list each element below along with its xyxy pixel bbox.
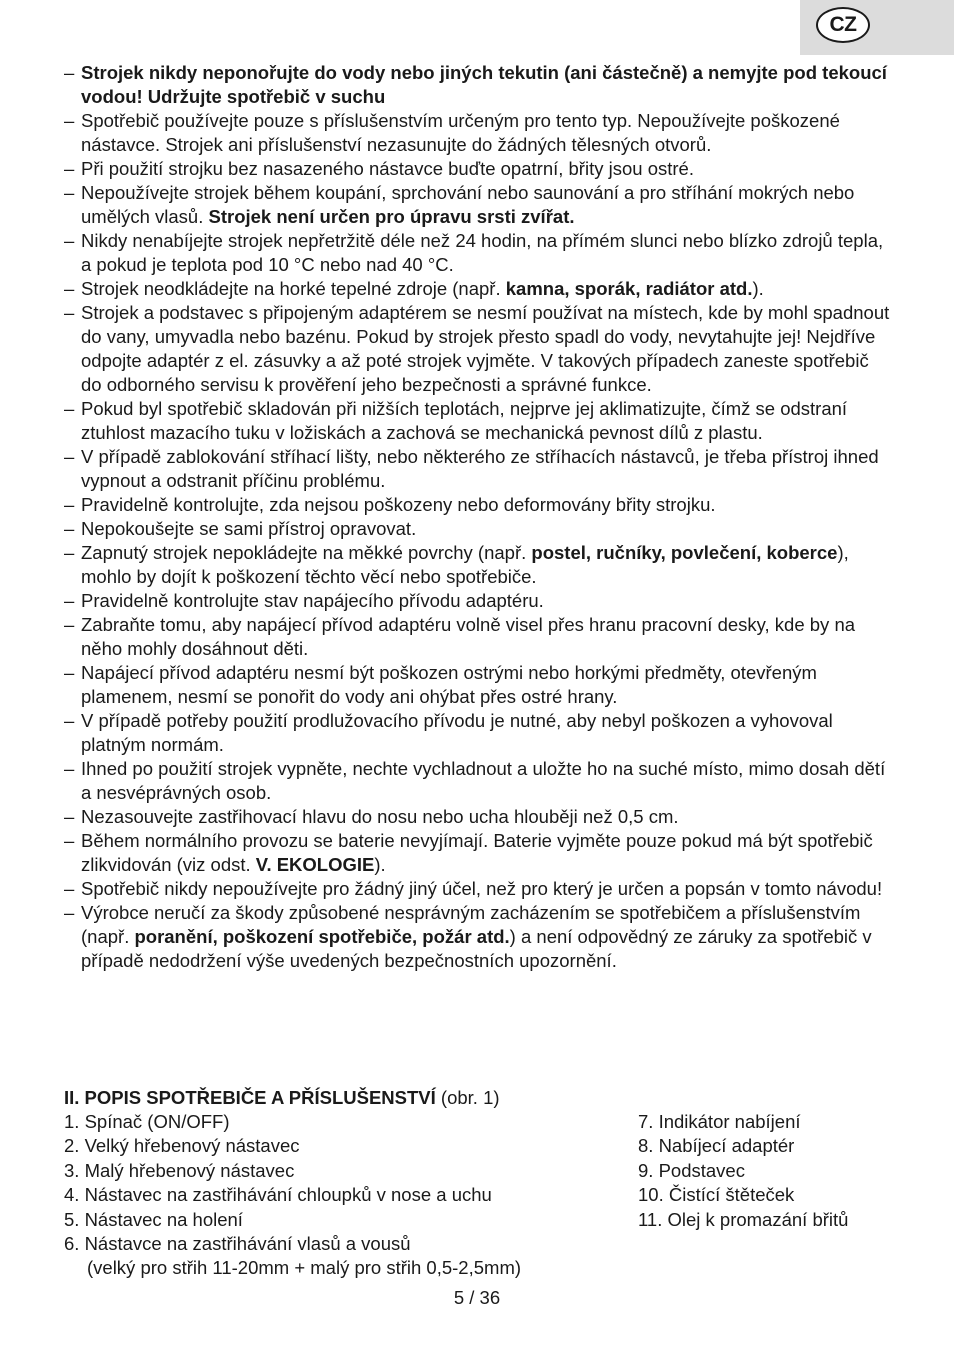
- warning-text: ), mohlo by dojít k poškození těchto věcí nebo spotřebiče.: [81, 542, 849, 587]
- safety-warning-item: [64, 493, 894, 517]
- parts-list-item: 10. Čistící štěteček: [638, 1184, 795, 1206]
- warning-text: Nepoužívejte strojek během koupání, sprchování nebo saunování a pro stříhání mokrých nebo umělých vlasů.: [81, 182, 855, 227]
- warning-text-bold: kamna, sporák, radiátor atd.: [505, 278, 753, 299]
- warning-text: Pokud byl spotřebič skladován při nižších teplotách, nejprve jej aklimatizujte, čímž se odstraní ztuhlost mazacího tuku v ložiskách a zachová se mechanická pevnost dílů z plastu.: [81, 398, 848, 443]
- warning-text: Pravidelně kontrolujte, zda nejsou poškozeny nebo deformovány břity strojku.: [81, 494, 716, 515]
- safety-warning-item: [64, 445, 894, 493]
- parts-list-item: 2. Velký hřebenový nástavec: [64, 1135, 300, 1157]
- safety-warning-item: [64, 661, 894, 709]
- warning-text: ) a není odpovědný ze záruky za spotřebič v případě nedodržení výše uvedených bezpečnostních upozornění.: [81, 926, 872, 971]
- safety-warning-item: [64, 61, 894, 109]
- section-figure-ref: (obr. 1): [435, 1087, 500, 1108]
- warning-text-bold: Strojek není určen pro úpravu srsti zvířat.: [208, 206, 575, 227]
- parts-list-item: 7. Indikátor nabíjení: [638, 1111, 801, 1132]
- warning-text: Napájecí přívod adaptéru nesmí být poškozen ostrými nebo horkými předměty, otevřeným plamenem, nesmí se ponořit do vody ani ohýbat přes ostré hrany.: [81, 662, 817, 707]
- parts-list-item: 1. Spínač (ON/OFF): [64, 1111, 230, 1132]
- warning-text: V případě zablokování stříhací lišty, nebo některého ze stříhacích nástavců, je třeba přístroj ihned vypnout a odstranit příčinu problému.: [81, 446, 879, 491]
- parts-columns: [64, 1110, 894, 1281]
- safety-warning-item: [64, 109, 894, 157]
- safety-warning-item: [64, 829, 894, 877]
- parts-list-item: 3. Malý hřebenový nástavec: [64, 1159, 295, 1181]
- safety-warning-item: [64, 613, 894, 661]
- warning-text: Spotřebič nikdy nepoužívejte pro žádný jiný účel, než pro který je určen a popsán v tomto návodu!: [81, 878, 883, 899]
- section-heading: II. POPIS SPOTŘEBIČE A PŘÍSLUŠENSTVÍ: [64, 1087, 436, 1108]
- safety-warning-item: [64, 805, 894, 829]
- parts-section: [64, 1086, 894, 1281]
- warning-text: Během normálního provozu se baterie nevyjímají. Baterie vyjměte pouze pokud má být spotřebič zlikvidován (viz odst.: [81, 830, 873, 875]
- safety-warning-item: [64, 517, 894, 541]
- safety-warning-item: [64, 709, 894, 757]
- safety-warning-item: [64, 181, 894, 229]
- warning-text: Při použití strojku bez nasazeného nástavce buďte opatrní, břity jsou ostré.: [81, 158, 694, 179]
- language-badge: CZ: [816, 7, 870, 43]
- warning-text: Ihned po použití strojek vypněte, nechte vychladnout a uložte ho na suché místo, mimo dosah dětí a nesvéprávných osob.: [81, 758, 886, 803]
- safety-warning-item: [64, 157, 894, 181]
- warning-text: Výrobce neručí za škody způsobené nesprávným zacházením se spotřebičem a příslušenstvím (např.: [81, 902, 861, 947]
- safety-warning-item: [64, 901, 894, 973]
- safety-warning-item: [64, 589, 894, 613]
- warning-text-bold: postel, ručníky, povlečení, koberce: [531, 542, 838, 563]
- safety-warning-item: [64, 541, 894, 589]
- warning-text: Nepokoušejte se sami přístroj opravovat.: [81, 518, 417, 539]
- warning-text-bold: V. EKOLOGIE: [255, 854, 375, 875]
- safety-warning-item: [64, 877, 894, 901]
- parts-list-item: 6. Nástavce na zastřihávání vlasů a vousů: [64, 1233, 411, 1255]
- warning-text: Nikdy nenabíjejte strojek nepřetržitě déle než 24 hodin, na přímém slunci nebo blízko zdrojů tepla, a pokud je teplota pod 10 °C nebo nad 40 °C.: [81, 230, 884, 275]
- warning-text: Nezasouvejte zastřihovací hlavu do nosu nebo ucha hlouběji než 0,5 cm.: [81, 806, 679, 827]
- parts-list-item: 11. Olej k promazání břitů: [638, 1208, 849, 1230]
- safety-warning-item: [64, 757, 894, 805]
- warning-text: Zabraňte tomu, aby napájecí přívod adaptéru volně visel přes hranu pracovní desky, kde by na něho mohly dosáhnout děti.: [81, 614, 856, 659]
- parts-list-item: 8. Nabíjecí adaptér: [638, 1135, 795, 1157]
- warning-text: Pravidelně kontrolujte stav napájecího přívodu adaptéru.: [81, 590, 544, 611]
- warning-text: Strojek a podstavec s připojeným adaptérem se nesmí používat na místech, kde by mohl spadnout do vany, umyvadla nebo bazénu. Pokud by strojek přesto spadl do vody, nevytahujte jej! Nejdříve odpojte adaptér z el. zásuvky a až poté strojek vyjměte. V takových případech zaneste spotřebič do odborného servisu k prověření jeho bezpečnosti a správné funkce.: [81, 302, 890, 395]
- warning-text: Strojek neodkládejte na horké tepelné zdroje (např.: [81, 278, 506, 299]
- safety-warning-item: [64, 277, 894, 301]
- warning-text-bold: poranění, poškození spotřebiče, požár atd.: [134, 926, 510, 947]
- warning-text: V případě potřeby použití prodlužovacího přívodu je nutné, aby nebyl poškozen a vyhovoval platným normám.: [81, 710, 833, 755]
- parts-list-left: [64, 1110, 638, 1281]
- safety-warning-item: [64, 301, 894, 397]
- warning-text: Zapnutý strojek nepokládejte na měkké povrchy (např.: [81, 542, 532, 563]
- parts-list-subnote: (velký pro střih 11-20mm + malý pro střih 0,5-2,5mm): [87, 1257, 522, 1279]
- parts-list-item: 5. Nástavec na holení: [64, 1208, 243, 1230]
- parts-list-item: 9. Podstavec: [638, 1159, 745, 1181]
- warning-text-bold: Strojek nikdy neponořujte do vody nebo jiných tekutin (ani částečně) a nemyjte pod tekoucí vodou! Udržujte spotřebič v suchu: [81, 62, 887, 107]
- safety-warning-item: [64, 397, 894, 445]
- parts-list-item: 4. Nástavec na zastřihávání chloupků v nose a uchu: [64, 1184, 492, 1206]
- page-number: 5 / 36: [453, 1287, 501, 1308]
- warning-text: ).: [374, 854, 386, 875]
- warning-text: Spotřebič používejte pouze s příslušenstvím určeným pro tento typ. Nepoužívejte poškozené nástavce. Strojek ani příslušenství nezasunujte do žádných tělesných otvorů.: [81, 110, 840, 155]
- safety-warning-item: [64, 229, 894, 277]
- safety-warnings-list: [64, 61, 894, 973]
- parts-list-right: [638, 1110, 894, 1281]
- warning-text: ).: [752, 278, 764, 299]
- section-title: [64, 1086, 894, 1110]
